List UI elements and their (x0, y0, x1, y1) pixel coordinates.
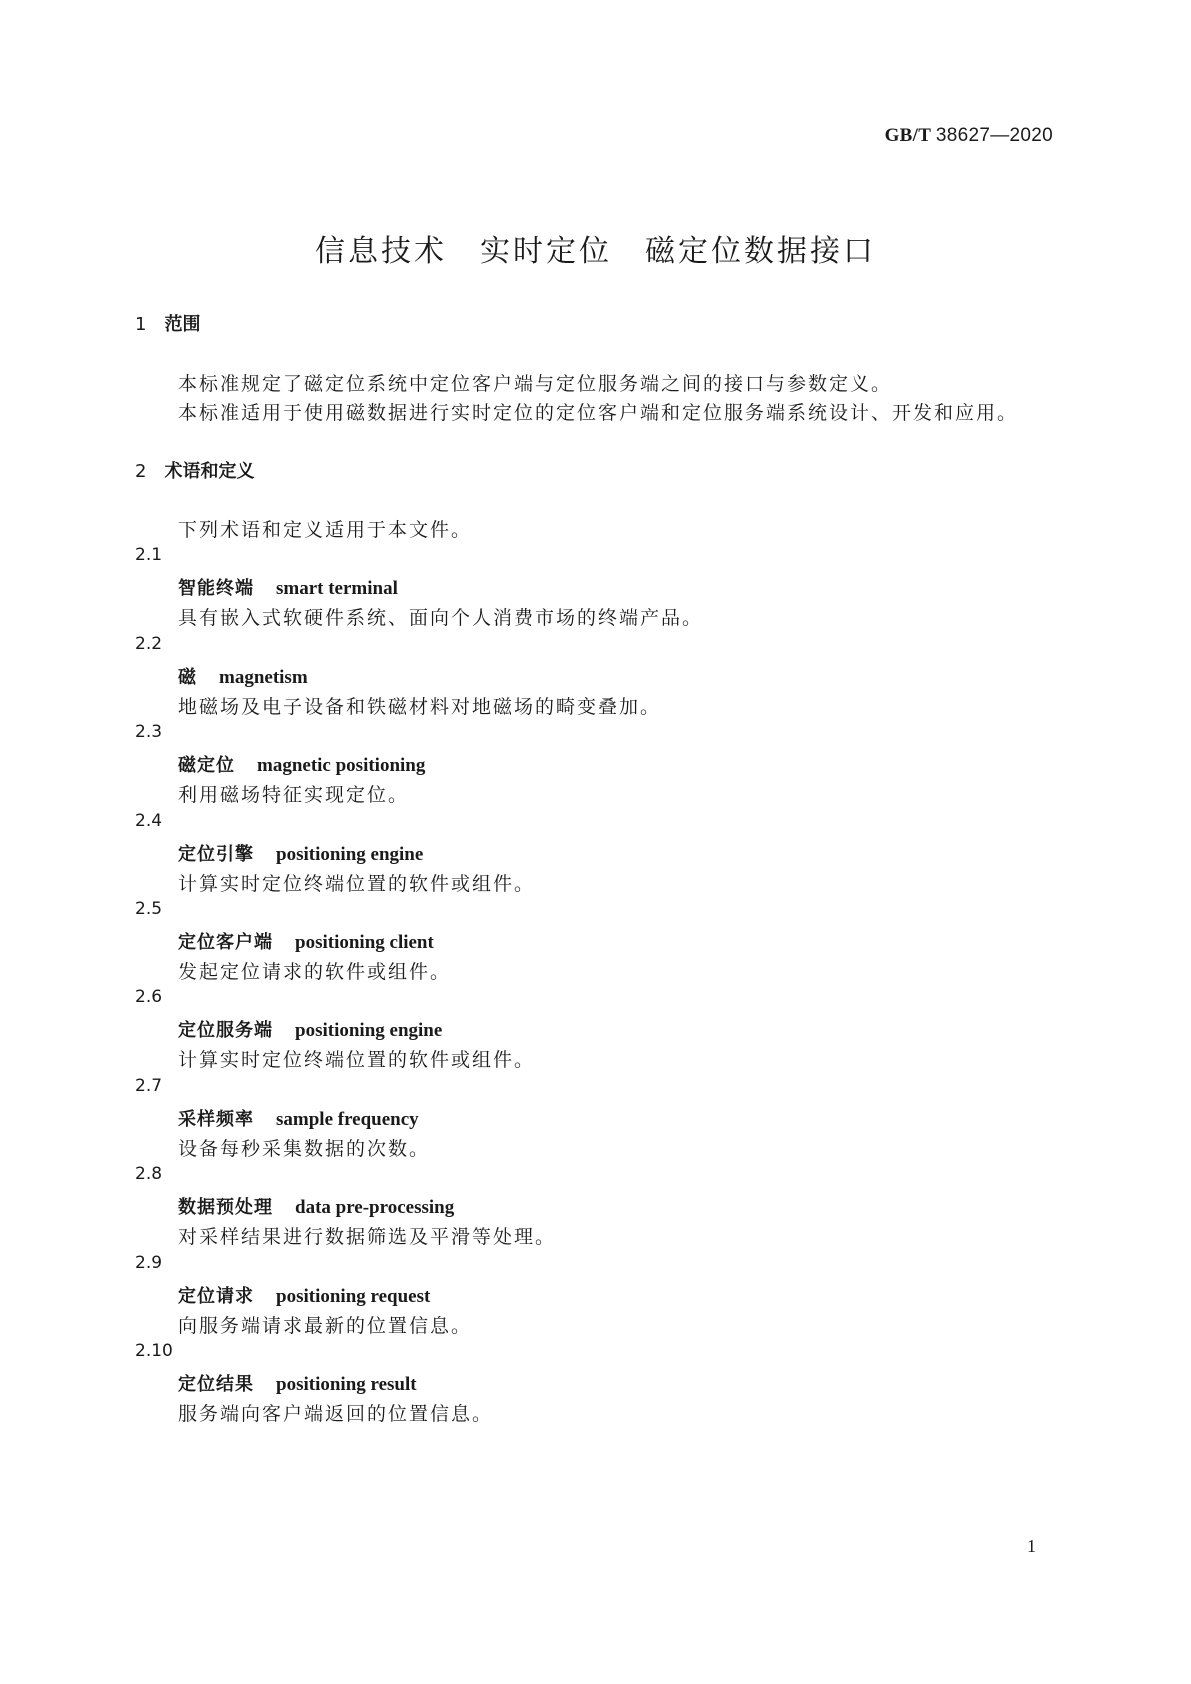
term-name-zh: 定位客户端 (178, 932, 273, 953)
term-definition: 向服务端请求最新的位置信息。 (178, 1315, 473, 1337)
term-name-en: magnetic positioning (257, 755, 426, 776)
term-name-en: data pre-processing (295, 1197, 455, 1218)
term-name (178, 663, 308, 689)
term-name-en: positioning request (276, 1286, 431, 1307)
term-name (178, 1282, 430, 1308)
term-name-en: smart terminal (276, 578, 398, 599)
term-number: 2.3 (135, 722, 163, 742)
term-name-en: positioning engine (295, 1020, 443, 1041)
term-number: 2.1 (135, 545, 163, 565)
term-name-zh: 采样频率 (178, 1109, 254, 1130)
term-number: 2.10 (135, 1341, 173, 1361)
terms-intro-paragraph: 下列术语和定义适用于本文件。 (178, 519, 473, 541)
scope-paragraph-1: 本标准规定了磁定位系统中定位客户端与定位服务端之间的接口与参数定义。 (178, 373, 893, 395)
document-title: 信息技术 实时定位 磁定位数据接口 (315, 234, 876, 269)
term-name (178, 1105, 419, 1131)
term-name-zh: 磁 (178, 667, 197, 688)
term-name-en: positioning client (295, 932, 434, 953)
term-definition: 具有嵌入式软硬件系统、面向个人消费市场的终端产品。 (178, 607, 704, 629)
term-number: 2.9 (135, 1253, 163, 1273)
term-number: 2.6 (135, 987, 163, 1007)
page-number: 1 (1027, 1536, 1036, 1556)
term-name (178, 840, 423, 866)
term-name (178, 1193, 454, 1219)
term-name-en: magnetism (219, 667, 308, 688)
section-number: 2 (135, 461, 147, 482)
term-name-zh: 磁定位 (178, 755, 235, 776)
term-name (178, 1016, 442, 1042)
term-name-zh: 智能终端 (178, 578, 254, 599)
term-number: 2.5 (135, 899, 163, 919)
section-heading-scope (135, 310, 200, 336)
term-definition: 设备每秒采集数据的次数。 (178, 1138, 431, 1160)
term-definition: 对采样结果进行数据筛选及平滑等处理。 (178, 1226, 557, 1248)
term-definition: 利用磁场特征实现定位。 (178, 784, 410, 806)
term-number: 2.4 (135, 811, 163, 831)
term-definition: 发起定位请求的软件或组件。 (178, 961, 452, 983)
term-name-en: sample frequency (276, 1109, 419, 1130)
term-number: 2.2 (135, 634, 163, 654)
section-title: 术语和定义 (164, 461, 255, 482)
term-name (178, 574, 398, 600)
section-heading-terms (135, 457, 254, 483)
term-name-zh: 定位服务端 (178, 1020, 273, 1041)
section-number: 1 (135, 314, 147, 335)
term-name-zh: 定位引擎 (178, 844, 254, 865)
term-name-zh: 数据预处理 (178, 1197, 273, 1218)
standard-prefix: GB/T (884, 125, 931, 146)
term-name-en: positioning engine (276, 844, 424, 865)
term-name-zh: 定位结果 (178, 1374, 254, 1395)
term-number: 2.7 (135, 1076, 163, 1096)
term-name-en: positioning result (276, 1374, 417, 1395)
scope-paragraph-2: 本标准适用于使用磁数据进行实时定位的定位客户端和定位服务端系统设计、开发和应用。 (178, 402, 1019, 424)
term-name (178, 1370, 417, 1396)
term-definition: 计算实时定位终端位置的软件或组件。 (178, 1049, 536, 1071)
section-title: 范围 (164, 314, 201, 335)
term-number: 2.8 (135, 1164, 163, 1184)
term-definition: 服务端向客户端返回的位置信息。 (178, 1403, 494, 1425)
term-definition: 地磁场及电子设备和铁磁材料对地磁场的畸变叠加。 (178, 696, 662, 718)
term-name (178, 928, 434, 954)
standard-code: 38627—2020 (935, 125, 1053, 146)
standard-number (885, 125, 1053, 147)
term-name (178, 751, 425, 777)
term-name-zh: 定位请求 (178, 1286, 254, 1307)
term-definition: 计算实时定位终端位置的软件或组件。 (178, 873, 536, 895)
